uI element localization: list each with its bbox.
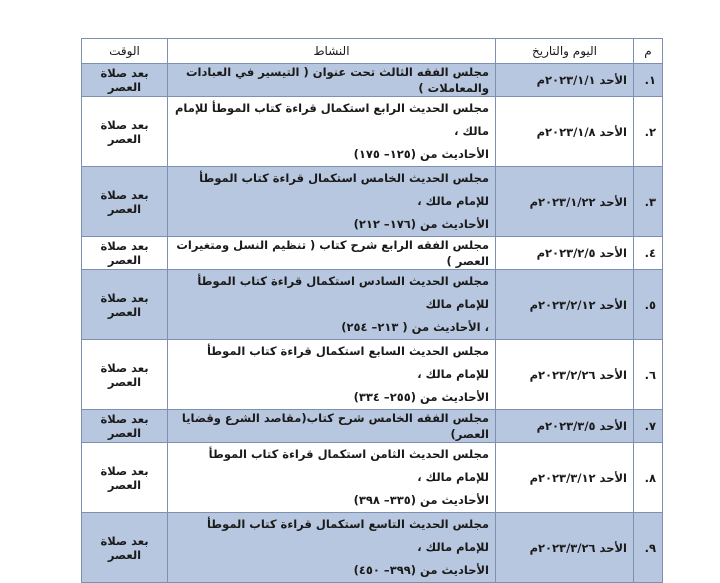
row-date: الأحد ٢٠٢٣/١/٢٢م [496,167,634,237]
row-activity [168,167,496,237]
row-activity [168,97,496,167]
activity-line: مجلس الفقه الخامس شرح كتاب(مقاصد الشرع وقضايا العصر) [181,411,489,441]
activity-line: مجلس الحديث الرابع استكمال قراءة كتاب الموطأ للإمام مالك ، [174,101,489,138]
activity-line-2: الأحاديث من (٣٣٥– ٣٩٨) [353,493,489,507]
table-row [82,97,663,167]
header-activity: النشاط [168,39,496,64]
row-time: بعد صلاة العصر [82,513,168,583]
activity-line-2: ، الأحاديث من ( ٢١٣– ٢٥٤) [341,320,489,334]
table-row [82,237,663,270]
activity-line: مجلس الفقه الرابع شرح كتاب ( تنظيم النسل ومتغيرات العصر ) [176,238,489,268]
row-date: الأحد ٢٠٢٣/١/١م [496,64,634,97]
activity-line: مجلس الحديث السابع استكمال قراءة كتاب الموطأ للإمام مالك ، [206,344,489,381]
row-activity [168,237,496,270]
row-number: ٧. [634,410,663,443]
header-row [82,39,663,64]
row-time: بعد صلاة العصر [82,167,168,237]
activity-line-2: الأحاديث من (٢٥٥– ٣٣٤) [353,390,489,404]
table-row [82,64,663,97]
row-date: الأحد ٢٠٢٣/٣/٢٦م [496,513,634,583]
row-number: ٦. [634,340,663,410]
row-number: ٨. [634,443,663,513]
row-activity [168,513,496,583]
row-time: بعد صلاة العصر [82,270,168,340]
activity-line: مجلس الحديث الخامس استكمال قراءة كتاب الموطأ للإمام مالك ، [199,171,489,208]
row-date: الأحد ٢٠٢٣/٢/٥م [496,237,634,270]
row-activity [168,340,496,410]
row-date: الأحد ٢٠٢٣/٣/٥م [496,410,634,443]
row-time: بعد صلاة العصر [82,237,168,270]
table-row [82,270,663,340]
row-number: ٤. [634,237,663,270]
activity-line-2: الأحاديث من (١٢٥– ١٧٥) [353,147,489,161]
activity-line-2: الأحاديث من (٣٩٩– ٤٥٠) [353,563,489,577]
row-activity [168,64,496,97]
header-date: اليوم والتاريخ [496,39,634,64]
row-number: ٥. [634,270,663,340]
table-row [82,443,663,513]
row-date: الأحد ٢٠٢٣/٢/٢٦م [496,340,634,410]
row-number: ١. [634,64,663,97]
row-time: بعد صلاة العصر [82,340,168,410]
row-time: بعد صلاة العصر [82,443,168,513]
row-time: بعد صلاة العصر [82,410,168,443]
table-row [82,513,663,583]
row-number: ٢. [634,97,663,167]
row-activity [168,410,496,443]
row-time: بعد صلاة العصر [82,97,168,167]
row-date: الأحد ٢٠٢٣/١/٨م [496,97,634,167]
schedule-table [81,38,663,583]
row-number: ٩. [634,513,663,583]
activity-line: مجلس الحديث الثامن استكمال قراءة كتاب الموطأ للإمام مالك ، [208,447,489,484]
table-row [82,340,663,410]
row-date: الأحد ٢٠٢٣/٣/١٢م [496,443,634,513]
table-row [82,167,663,237]
table-row [82,410,663,443]
row-date: الأحد ٢٠٢٣/٢/١٢م [496,270,634,340]
row-activity [168,270,496,340]
row-time: بعد صلاة العصر [82,64,168,97]
header-num: م [634,39,663,64]
activity-line: مجلس الفقه الثالث تحت عنوان ( التيسير في العبادات والمعاملات ) [185,65,489,95]
activity-line: مجلس الحديث التاسع استكمال قراءة كتاب الموطأ للإمام مالك ، [206,517,489,554]
header-time: الوقت [82,39,168,64]
row-number: ٣. [634,167,663,237]
activity-line-2: الأحاديث من (١٧٦– ٢١٢) [353,217,489,231]
activity-line: مجلس الحديث السادس استكمال قراءة كتاب الموطأ للإمام مالك [197,274,489,311]
row-activity [168,443,496,513]
